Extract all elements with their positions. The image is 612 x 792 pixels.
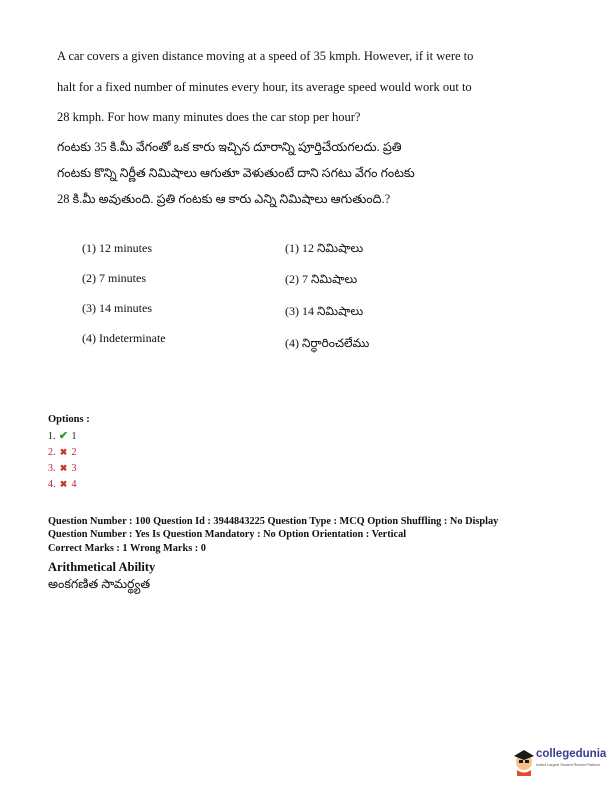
question-te-line-1: గంటకు 35 కి.మీ వేగంతో ఒక కారు ఇచ్చిన దూరాన్ని పూర్తిచేయగలదు. ప్రతి xyxy=(57,140,402,154)
meta-line-3: Correct Marks : 1 Wrong Marks : 0 xyxy=(48,543,206,554)
answer-option-2-te: (2) 7 నిమిషాలు xyxy=(285,272,358,286)
cross-icon: ✖ xyxy=(59,447,68,457)
logo-tagline: India's Largest Student Review Platform xyxy=(536,763,600,767)
choice-3-value: 3 xyxy=(71,463,77,474)
choice-4-number: 4. xyxy=(48,479,56,490)
answer-option-4-en: (4) Indeterminate xyxy=(82,331,166,345)
choice-2-value: 2 xyxy=(71,447,77,458)
cross-icon: ✖ xyxy=(59,463,68,473)
options-heading: Options : xyxy=(48,414,90,425)
answer-option-3-en: (3) 14 minutes xyxy=(82,301,152,315)
logo-name: collegedunia xyxy=(536,748,607,760)
question-en-line-1: A car covers a given distance moving at a speed of 35 kmph. However, if it were to xyxy=(57,49,474,63)
answer-option-4-te: (4) నిర్ధారించలేము xyxy=(285,336,370,350)
choice-3-number: 3. xyxy=(48,463,56,474)
choice-1-value: 1 xyxy=(71,431,77,442)
cross-icon: ✖ xyxy=(59,479,68,489)
answer-option-1-te: (1) 12 నిమిషాలు xyxy=(285,241,364,255)
question-en-line-2: halt for a fixed number of minutes every hour, its average speed would work out to xyxy=(57,80,472,94)
meta-line-2: Question Number : Yes Is Question Mandatory : No Option Orientation : Vertical xyxy=(48,529,407,540)
choice-4-value: 4 xyxy=(71,479,77,490)
answer-option-1-en: (1) 12 minutes xyxy=(82,241,152,255)
section-title-telugu: అంకగణిత సామర్థ్యత xyxy=(48,577,151,591)
check-icon: ✔ xyxy=(58,430,69,442)
choice-2 xyxy=(48,446,77,459)
question-te-line-3: 28 కి.మీ అవుతుంది. ప్రతి గంటకు ఆ కారు ఎన్ని నిమిషాలు ఆగుతుంది.? xyxy=(57,192,391,206)
choice-2-number: 2. xyxy=(48,447,56,458)
choice-3 xyxy=(48,462,77,475)
answer-option-3-te: (3) 14 నిమిషాలు xyxy=(285,304,364,318)
question-te-line-2: గంటకు కొన్ని నిర్ణీత నిమిషాలు ఆగుతూ వెళుతుంటే దాని సగటు వేగం గంటకు xyxy=(57,166,415,180)
question-en-line-3: 28 kmph. For how many minutes does the car stop per hour? xyxy=(57,110,361,124)
section-title-english: Arithmetical Ability xyxy=(48,560,156,574)
answer-option-2-en: (2) 7 minutes xyxy=(82,271,146,285)
choice-1-number: 1. xyxy=(48,431,56,442)
choice-1 xyxy=(48,430,77,443)
meta-line-1: Question Number : 100 Question Id : 3944843225 Question Type : MCQ Option Shuffling : No Display xyxy=(48,516,499,527)
choice-4 xyxy=(48,478,77,491)
